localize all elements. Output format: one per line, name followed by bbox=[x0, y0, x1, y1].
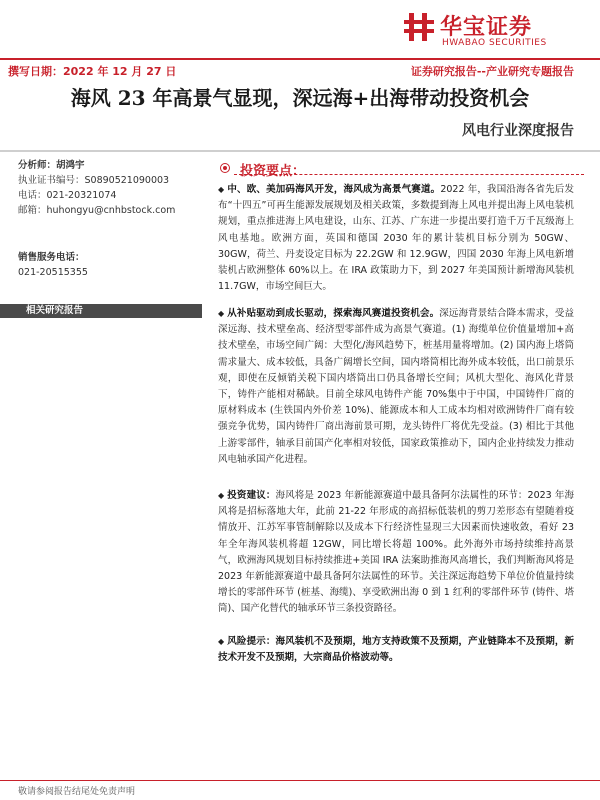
diamond-bullet-icon: ◆ bbox=[218, 309, 225, 318]
key-point-1 bbox=[218, 182, 574, 295]
header-divider bbox=[0, 58, 600, 60]
footer-divider bbox=[0, 780, 600, 781]
sales-phone: 021-20515355 bbox=[18, 267, 88, 278]
key-point-2-lead: 从补贴驱动到成长驱动，探索海风赛道投资机会。 bbox=[227, 308, 440, 319]
key-point-3-lead: 投资建议： bbox=[227, 490, 276, 501]
related-reports-bar bbox=[0, 304, 202, 318]
key-points-section bbox=[212, 158, 582, 178]
key-point-3 bbox=[218, 488, 574, 618]
diamond-bullet-icon: ◆ bbox=[218, 185, 225, 194]
key-points-header bbox=[212, 158, 582, 178]
report-category: 证券研究报告--产业研究专题报告 bbox=[410, 65, 574, 78]
diamond-bullet-icon: ◆ bbox=[218, 637, 225, 646]
report-subtitle: 风电行业深度报告 bbox=[462, 123, 574, 139]
brand-logo bbox=[402, 8, 572, 52]
diamond-bullet-icon: ◆ bbox=[218, 491, 225, 500]
disclaimer-note: 敬请参阅报告结尾处免责声明 bbox=[18, 787, 136, 797]
sales-label: 销售服务电话： bbox=[18, 252, 85, 263]
key-point-2-body: 深远海背景结合降本需求，受益深远海、技术壁垒高、经济型零部件成为高景气赛道。(1) 海缆单位价值量增加+高技术壁垒，市场空间广阔：大型化/海风趋势下，桩基用量将增加。(2) 国内海上塔筒需求量大、成本较低，具备广阔增长空间，国内塔筒相比海外成本较低，出口前景乐观，即使在反倾销关税下国内塔筒出口仍具备增长空间；风机大型化、海风化背景下，铸件产能相对稀缺。目前全球风电铸件产能 70%集中于中国，中国铸件厂商的原材料成本 (生铁国内外价差 10%)、能源成本和人工成本均相对欧洲铸件厂商有较强竞争优势，国内铸件厂商出海前景可期，龙头铸件厂将优先受益。(3) 相比于其他上游零部件，轴承目前国产化率相对较低，国家政策推动下，国内企业持续发力推动风电轴承国产化进程。 bbox=[218, 308, 574, 465]
key-point-4 bbox=[218, 634, 574, 666]
key-point-4-lead: 风险提示： bbox=[227, 636, 276, 647]
analyst-phone: 电话：021-20321074 bbox=[18, 190, 117, 201]
report-title: 海风 23 年高景气显现，深远海+出海带动投资机会 bbox=[70, 86, 530, 110]
key-point-1-lead: 中、欧、美加码海风开发，海风成为高景气赛道。 bbox=[227, 184, 441, 195]
related-reports-label: 相关研究报告 bbox=[26, 305, 84, 316]
key-point-4-body: 海风装机不及预期，地方支持政策不及预期，产业链降本不及预期，新技术开发不及预期，大宗商品价格波动等。 bbox=[218, 636, 574, 664]
key-point-2 bbox=[218, 306, 574, 468]
key-point-3-body: 海风将是 2023 年新能源赛道中最具备阿尔法属性的环节：2023 年海风将是招标落地大年，此前 21-22 年形成的高招标低装机的剪刀差形态有望随着疫情放开、江苏军事管制解除以及成本下行经济性显现三大因素而快速收敛，看好 23 年全年海风装机将超 12GW，同比增长将超 100%。此外海外市场持续维持高景气，欧洲海风规划目标持续推进+美国 IRA 法案助推海风高增长，我们判断海风将是 2023 年新能源赛道中最具备阿尔法属性的环节。关注深远海趋势下单位价值量持续增长的零部件环节 (桩基、海缆)、享受欧洲出海 0 到 1 红利的零部件环节 (铸件、塔筒)、国产化替代的轴承环节三条投资路径。 bbox=[218, 490, 574, 615]
key-point-1-body: 2022 年，我国沿海各省先后发布“十四五”可再生能源发展规划及相关政策，多数提到海上风电并提出海上风电装机规划，重点推进海上风电建设，山东、江苏、广东进一步提出要打造千万千瓦级海上风电基地。欧洲方面，英国和德国 2030 年的累计装机目标分别为 50GW、30GW，荷兰、丹麦设定目标为 22.2GW 和 12.9GW，四国 2030 年海上风电新增装机占欧洲整体 60%以上。在 IRA 政策助力下，到 2027 年美国预计新增海风装机 11.7GW，市场空间巨大。 bbox=[218, 184, 574, 293]
brand-name-cn: 华宝证券 bbox=[440, 15, 533, 40]
analyst-email[interactable]: 邮箱：huhongyu@cnhbstock.com bbox=[18, 205, 176, 216]
key-points-heading: 投资要点： bbox=[240, 164, 306, 179]
analyst-name: 分析师：胡鸿宇 bbox=[18, 160, 85, 171]
license-number: 执业证书编号：S0890521090003 bbox=[18, 175, 170, 186]
brand-name-en: HWABAO SECURITIES bbox=[442, 38, 547, 48]
title-divider bbox=[0, 150, 600, 152]
target-icon bbox=[220, 163, 230, 173]
analyst-info bbox=[18, 158, 190, 280]
key-points-rule bbox=[234, 174, 584, 175]
report-date: 撰写日期：2022 年 12 月 27 日 bbox=[8, 65, 177, 78]
brand-mark-icon bbox=[402, 10, 436, 44]
